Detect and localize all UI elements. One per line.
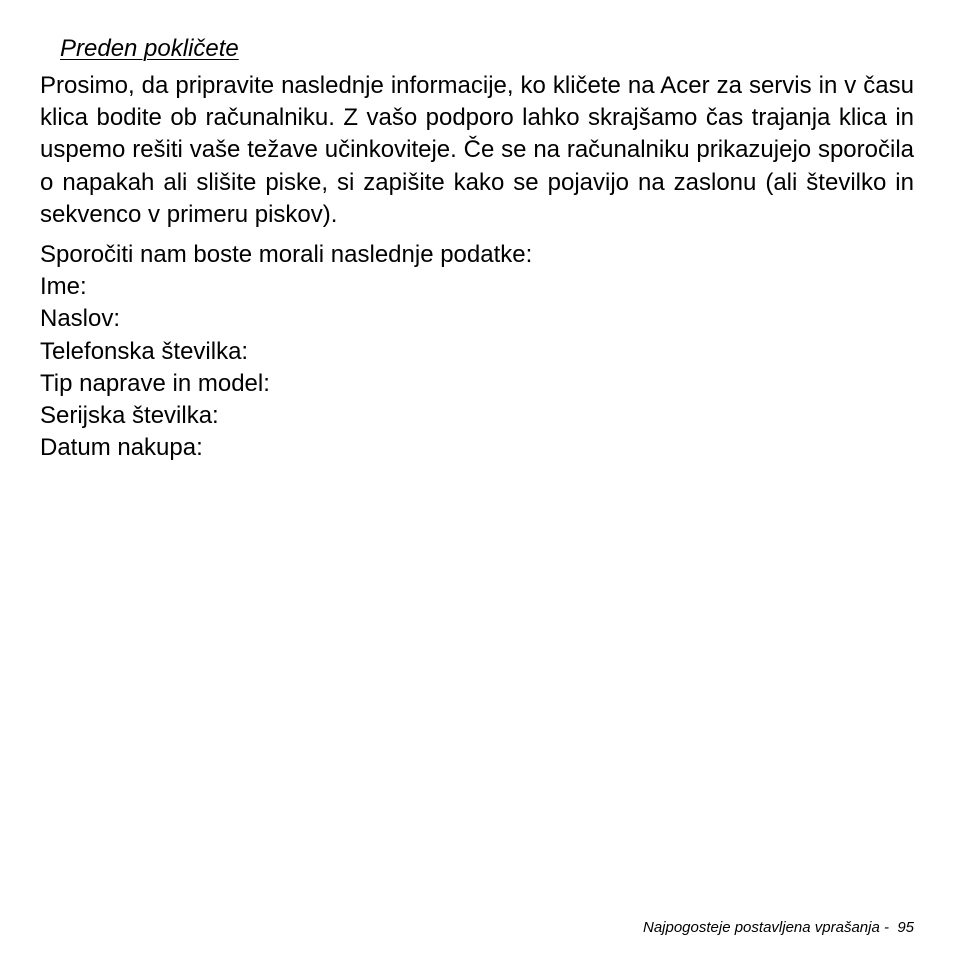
required-info-lead: Sporočiti nam boste morali naslednje podatke: xyxy=(40,241,533,268)
required-info-list xyxy=(40,239,914,464)
list-item-address: Naslov: xyxy=(40,305,121,333)
footer-chapter-title: Najpogosteje postavljena vprašanja - xyxy=(642,919,889,936)
page-footer xyxy=(643,918,914,938)
list-item-serial-number: Serijska številka: xyxy=(40,402,219,430)
list-item-purchase-date: Datum nakupa: xyxy=(40,434,203,462)
intro-paragraph: Prosimo, da pripravite naslednje informacije, ko kličete na Acer za servis in v času klica bodite ob računalniku. Z vašo podporo lahko skrajšamo čas trajanja klica in uspemo rešiti vaše težave učinkoviteje. Če se na računalniku prikazujejo sporočila o napakah ali slišite piske, si zapišite kako se pojavijo na zaslonu (ali številko in sekvenco v primeru piskov). xyxy=(40,72,914,228)
list-item-name: Ime: xyxy=(40,273,87,301)
section-heading: Preden pokličete xyxy=(60,35,239,62)
list-item-phone: Telefonska številka: xyxy=(40,337,249,365)
page-number: 95 xyxy=(897,919,914,936)
list-item-device-model: Tip naprave in model: xyxy=(40,369,270,397)
